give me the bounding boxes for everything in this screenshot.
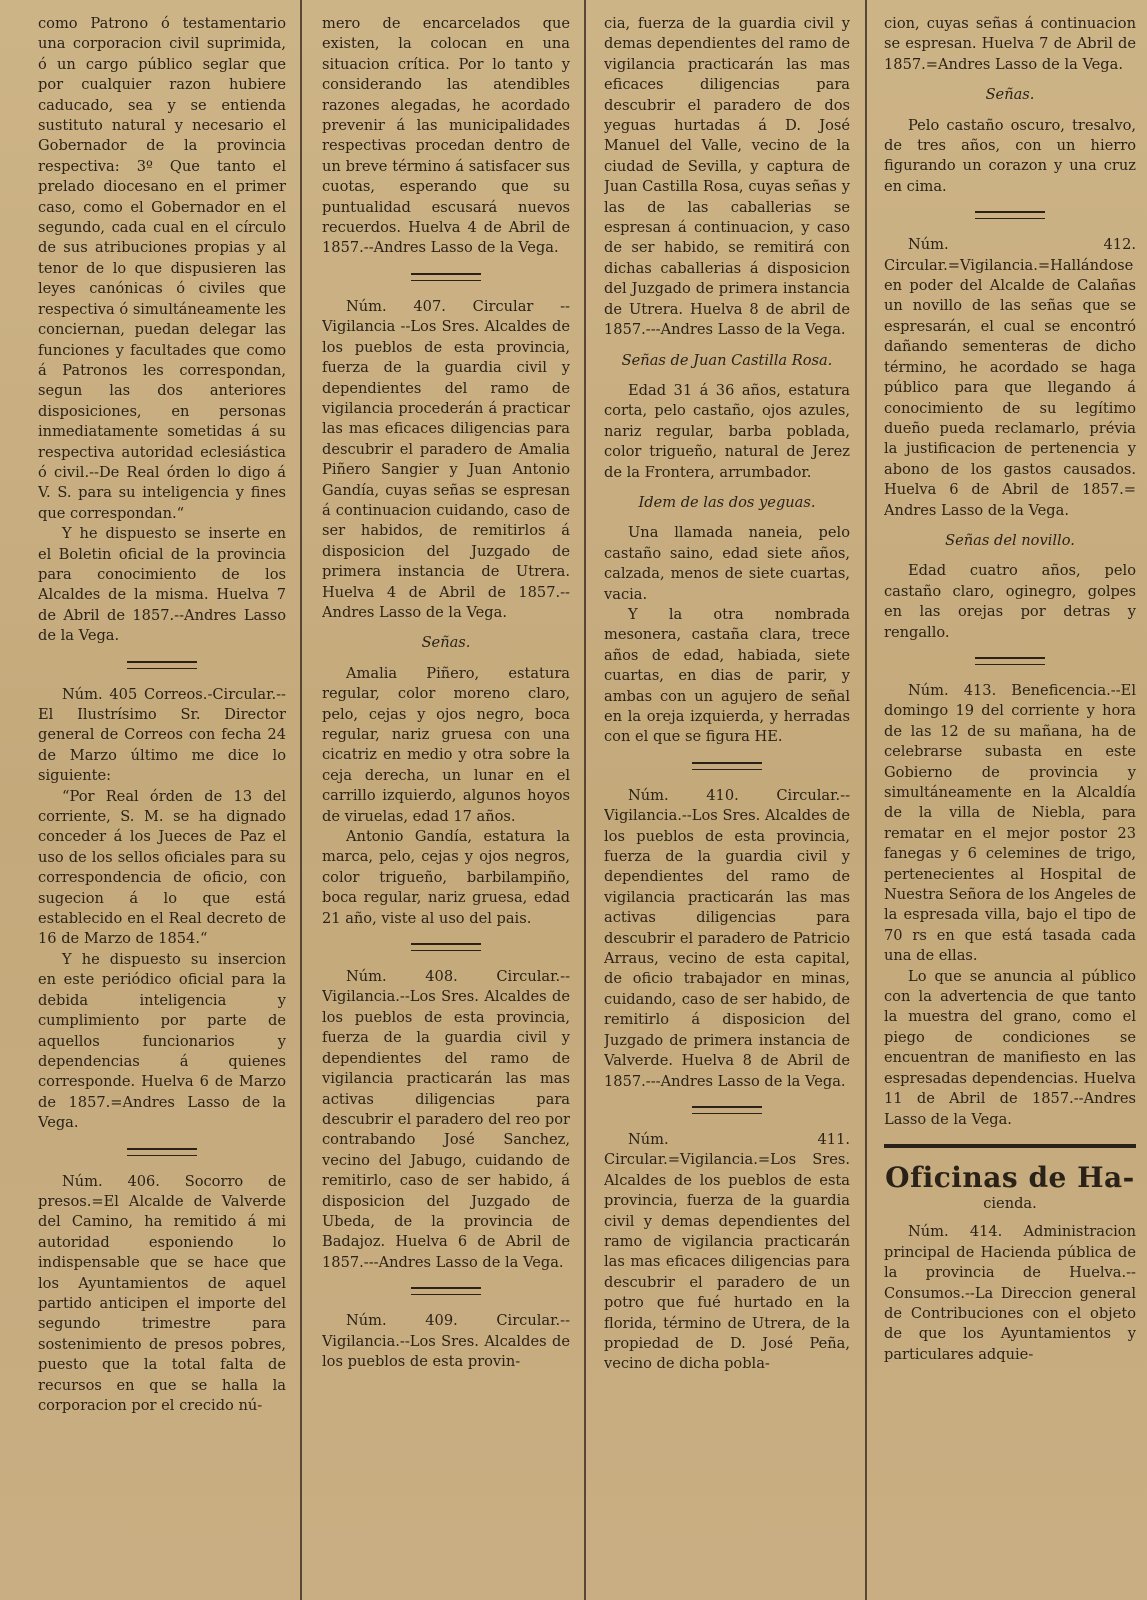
paragraph: Antonio Gandía, estatura la marca, pelo, cejas y ojos negros, color trigueño, barbilampiño, boca regular, nariz gruesa, edad 21 año, viste al uso del pais. bbox=[322, 828, 570, 927]
notice-405: Núm. 405 Correos.-Circular.--El Ilustrísimo Sr. Director general de Correos con fecha 24 de Marzo último me dice lo siguiente: bbox=[38, 685, 286, 785]
paragraph: como Patrono ó testamentario una corporacion civil suprimida, ó un cargo público seglar que por cualquier razon hubiere caducado, sea y se entienda sustituto natural y necesario el Gobernador de la provincia respectiva: 3º Que tanto el prelado diocesano en el primer caso, como el Gobernador en el segundo, cada cual en el círculo de sus atribuciones propias y al tenor de lo que dispusieren las leyes canónicas ó civiles que respectiva ó simultáneamente les conciernan, puedan delegar las funciones y facultades que como á Patronos les correspondan, segun las dos anteriores disposiciones, en personas inmediatamente sometidas á su respectiva autoridad eclesiástica ó civil.--De Real órden lo digo á V. S. para su inteligencia y fines que correspondan.“ bbox=[38, 15, 286, 522]
notice-411: Núm. 411. Circular.=Vigilancia.=Los Sres. Alcaldes de los pueblos de esta provincia, fuerza de la guardia civil y demas dependientes del ramo de vigilancia practicarán las mas eficaces diligencias para descubrir el paradero de un potro que fué hurtado en la florida, término de Utrera, de la propiedad de D. José Peña, vecino de dicha pobla- bbox=[604, 1130, 850, 1373]
paragraph: mero de encarcelados que existen, la colocan en una situacion crítica. Por lo tanto y considerando las atendibles razones alegadas, he acordado prevenir á las municipalidades respectivas procedan dentro de un breve término á satisfacer sus cuotas, esperando que su puntualidad escusará nuevos recuerdos. Huelva 4 de Abril de 1857.--Andres Lasso de la Vega. bbox=[322, 15, 570, 257]
notice-409: Núm. 409. Circular.--Vigilancia.--Los Sres. Alcaldes de los pueblos de esta provin- bbox=[322, 1312, 570, 1370]
separator-rule bbox=[975, 211, 1045, 219]
notice-412: Núm. 412. Circular.=Vigilancia.=Hallándose en poder del Alcalde de Calañas un novillo de las señas que se espresarán, el cual se encontró dañando sementeras de dicho término, he acordado se haga público para que llegando á conocimiento de su legítimo dueño pueda reclamarlo, prévia la justificacion de pertenencia y abono de los gastos causados. Huelva 6 de Abril de 1857.= Andres Lasso de la Vega. bbox=[884, 236, 1136, 519]
paragraph: Amalia Piñero, estatura regular, color moreno claro, pelo, cejas y ojos negro, boca regular, nariz gruesa con una cicatriz en medio y otra sobre la ceja derecha, un lunar en el carrillo izquierdo, algunos hoyos de viruelas, edad 17 años. bbox=[322, 664, 570, 825]
paragraph: Edad 31 á 36 años, estatura corta, pelo castaño, ojos azules, nariz regular, barba poblada, color trigueño, natural de Jerez de la Frontera, arrumbador. bbox=[604, 381, 850, 481]
paragraph: Y he dispuesto su insercion en este periódico oficial para la debida inteligencia y cumplimiento por parte de aquellos funcionarios y dependencias á quienes corresponde. Huelva 6 de Marzo de 1857.=Andres Lasso de la Vega. bbox=[38, 950, 286, 1132]
separator-rule bbox=[975, 657, 1045, 665]
paragraph: Y he dispuesto se inserte en el Boletin oficial de la provincia para conocimiento de los Alcaldes de la misma. Huelva 7 de Abril de 1857.--Andres Lasso de la Vega. bbox=[38, 525, 286, 645]
notice-406: Núm. 406. Socorro de presos.=El Alcalde de Valverde del Camino, ha remitido á mi autoridad esponiendo lo indispensable que se hace que los Ayuntamientos de aquel partido anticipen el importe del segundo trimestre para sostenimiento de presos pobres, puesto que la total falta de recursos en que se halla la corporacion por el crecido nú- bbox=[38, 1172, 286, 1414]
paragraph: Lo que se anuncia al público con la advertencia de que tanto la muestra del grano, como el piego de condiciones se encuentran de manifiesto en las espresadas dependencias. Huelva 11 de Abril de 1857.--Andres Lasso de la Vega. bbox=[884, 967, 1136, 1128]
notice-410: Núm. 410. Circular.--Vigilancia.--Los Sres. Alcaldes de los pueblos de esta provincia, fuerza de la guardia civil y dependientes del ramo de vigilancia practicarán las mas activas diligencias para descubrir el paradero de Patricio Arraus, vecino de esta capital, de oficio trabajador en minas, cuidando, caso de ser habido, de remitirlo á disposicion del Juzgado de primera instancia de Valverde. Huelva 8 de Abril de 1857.---Andres Lasso de la Vega. bbox=[604, 786, 850, 1090]
section-title-continued: cienda. bbox=[983, 1194, 1037, 1212]
notice-413: Núm. 413. Beneficencia.--El domingo 19 del corriente y hora de las 12 de su mañana, ha de celebrarse subasta en este Gobierno de provincia y simultáneamente en la Alcaldía de la villa de Niebla, para rematar en el mejor postor 23 fanegas y 6 celemines de trigo, pertenecientes al Hospital de Nuestra Señora de los Angeles de la espresada villa, bajo el tipo de 70 rs en que está tasada cada una de ellas. bbox=[884, 681, 1136, 965]
separator-rule bbox=[411, 943, 481, 951]
paragraph: cia, fuerza de la guardia civil y demas dependientes del ramo de vigilancia practicarán las mas eficaces diligencias para descubrir el paradero de dos yeguas hurtadas á D. José Manuel del Valle, vecino de la ciudad de Sevilla, y captura de Juan Castilla Rosa, cuyas señas y las de las caballerias se espresan á continuacion, y caso de ser habido, se remitirá con dichas caballerias á disposicion del Juzgado de primera instancia de Utrera. Huelva 8 de abril de 1857.---Andres Lasso de la Vega. bbox=[604, 15, 850, 339]
subheading: Señas. bbox=[421, 634, 471, 652]
separator-rule bbox=[127, 1148, 197, 1156]
paragraph: Una llamada naneia, pelo castaño saino, edad siete años, calzada, menos de siete cuartas, vacia. bbox=[604, 524, 850, 603]
separator-rule bbox=[411, 273, 481, 281]
column-2 bbox=[322, 14, 570, 1592]
column-divider bbox=[584, 0, 586, 1600]
column-3 bbox=[604, 14, 850, 1592]
paragraph: Pelo castaño oscuro, tresalvo, de tres años, con un hierro figurando un corazon y una cruz en cima. bbox=[884, 116, 1136, 195]
subheading: Idem de las dos yeguas. bbox=[638, 493, 816, 511]
column-4 bbox=[884, 14, 1136, 1592]
paragraph: Edad cuatro años, pelo castaño claro, oginegro, golpes en las orejas por detras y rengallo. bbox=[884, 562, 1136, 641]
notice-414: Núm. 414. Administracion principal de Hacienda pública de la provincia de Huelva.--Consumos.--La Direccion general de Contribuciones con el objeto de que los Ayuntamientos y particulares adquie- bbox=[884, 1223, 1136, 1363]
section-rule bbox=[884, 1144, 1136, 1148]
paragraph: Y la otra nombrada mesonera, castaña clara, trece años de edad, habiada, siete cuartas, en dias de parir, y ambas con un agujero de señal en la oreja izquierda, y herradas con el que se figura HE. bbox=[604, 605, 850, 746]
section-title: Oficinas de Ha- bbox=[885, 1160, 1135, 1194]
notice-407: Núm. 407. Circular --Vigilancia --Los Sres. Alcaldes de los pueblos de esta provincia, fuerza de la guardia civil y dependientes del ramo de vigilancia procederán á practicar las mas eficaces diligencias para descubrir el paradero de Amalia Piñero Sangier y Juan Antonio Gandía, cuyas señas se espresan á continuacion cuidando, caso de ser habidos, de remitirlos á disposicion del Juzgado de primera instancia de Utrera. Huelva 4 de Abril de 1857.--Andres Lasso de la Vega. bbox=[322, 297, 570, 621]
separator-rule bbox=[127, 661, 197, 669]
separator-rule bbox=[692, 762, 762, 770]
column-divider bbox=[865, 0, 867, 1600]
subheading: Señas. bbox=[985, 86, 1035, 104]
notice-408: Núm. 408. Circular.--Vigilancia.--Los Sres. Alcaldes de los pueblos de esta provincia, fuerza de la guardia civil y dependientes del ramo de vigilancia practicarán las mas activas diligencias para descubrir el paradero del reo por contrabando José Sanchez, vecino del Jabugo, cuidando de remitirlo, caso de ser habido, á disposicion del Juzgado de Ubeda, de la provincia de Badajoz. Huelva 6 de Abril de 1857.---Andres Lasso de la Vega. bbox=[322, 968, 570, 1271]
column-divider bbox=[300, 0, 302, 1600]
quoted-order: “Por Real órden de 13 del corriente, S. M. se ha dignado conceder á los Jueces de Paz el uso de los sellos oficiales para su correspondencia de oficio, con sugecion á lo que está establecido en el Real decreto de 16 de Marzo de 1854.“ bbox=[38, 787, 286, 948]
subheading: Señas del novillo. bbox=[945, 531, 1075, 549]
subheading: Señas de Juan Castilla Rosa. bbox=[621, 351, 833, 369]
separator-rule bbox=[411, 1287, 481, 1295]
separator-rule bbox=[692, 1106, 762, 1114]
column-1 bbox=[38, 14, 286, 1592]
paragraph: cion, cuyas señas á continuacion se espresan. Huelva 7 de Abril de 1857.=Andres Lasso de la Vega. bbox=[884, 15, 1136, 73]
